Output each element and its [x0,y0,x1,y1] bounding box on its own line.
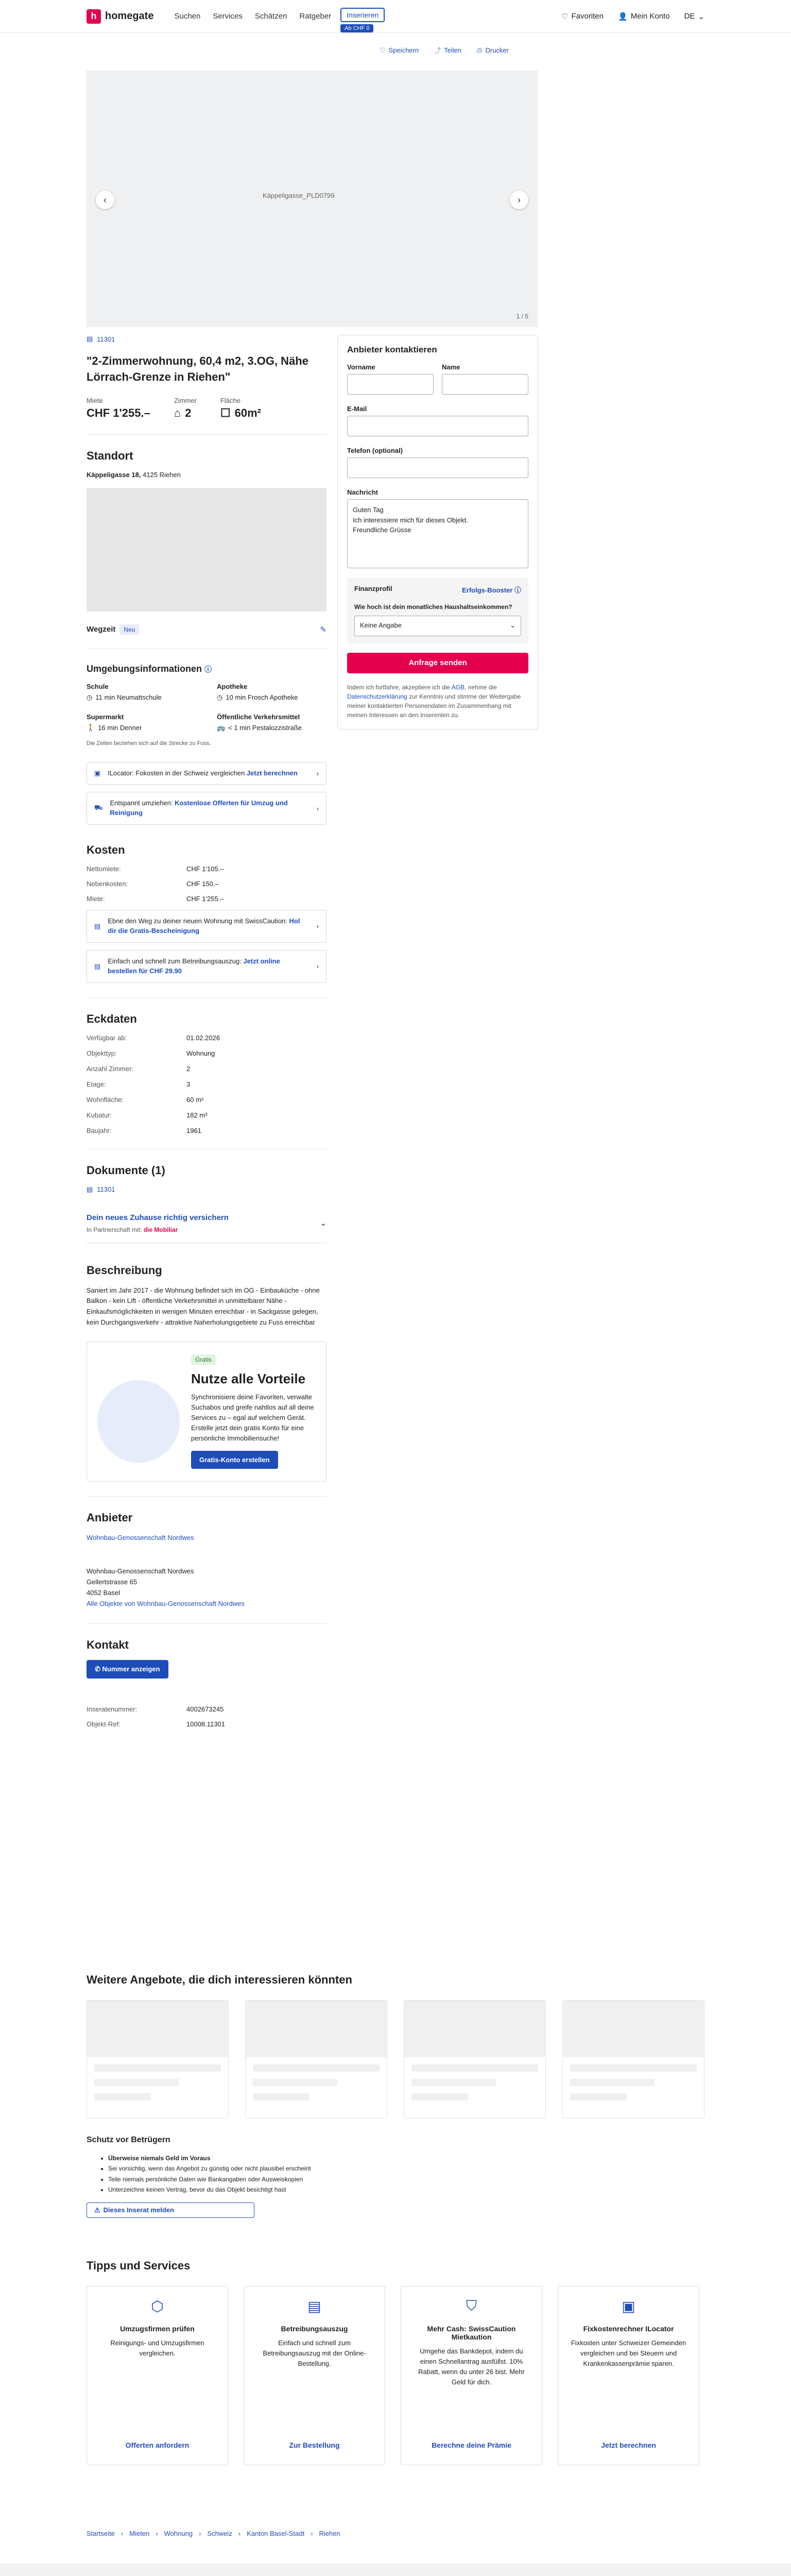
breadcrumb-item[interactable]: Kanton Basel-Stadt [247,2530,305,2537]
chevron-right-icon: › [238,2530,241,2537]
chevron-right-icon: › [156,2530,158,2537]
chevron-down-icon: ⌄ [320,1219,326,1228]
account-link[interactable]: 👤 Mein Konto [618,12,670,21]
booster-link[interactable]: Erfolgs-Booster ⓘ [462,586,521,594]
heart-icon: ♡ [379,46,386,54]
chevron-left-icon: ‹ [104,194,107,205]
box-icon: ⬡ [151,2298,164,2314]
listing-actions [380,45,509,55]
cost-row: Nettomiete: CHF 1'105.– [87,865,224,873]
new-badge: Neu [119,624,139,635]
heart-icon: ♡ [561,12,569,21]
kosten-heading: Kosten [87,843,125,857]
info-icon[interactable]: ⓘ [204,665,212,673]
weitere-heading: Weitere Angebote, die dich interessieren könnten [87,1973,352,1986]
map-icon: ▣ [94,769,101,777]
homegate-logo[interactable]: h homegate [87,9,153,24]
language-select[interactable]: DE ⌄ [684,12,704,21]
table-row: Wohnfläche: 60 m² [87,1095,204,1104]
form-title: Anbieter kontaktieren [347,345,437,354]
nav-services[interactable]: Services [213,12,243,21]
listing-title: "2-Zimmerwohnung, 60,4 m2, 3.OG, Nähe Lörrach-Grenze in Riehen" [87,354,308,383]
chevron-down-icon: ⌄ [698,12,704,21]
tip-card: ⬡ Umzugsfirmen prüfen Reinigungs- und Umzugsfirmen vergleichen. Offerten anfordern [87,2286,228,2465]
firstname-input[interactable] [347,374,434,395]
document-icon: ▤ [307,2298,321,2314]
divider [87,1496,326,1497]
table-row: Inseratenummer: 4002673245 [87,1705,224,1714]
table-row: Objekttyp: Wohnung [87,1049,215,1057]
account-promo [87,1342,326,1482]
map-icon: ▣ [622,2298,635,2314]
location-map[interactable] [87,488,326,612]
message-label: Nachricht [347,488,378,496]
lastname-label: Name [442,363,460,371]
poi-pharmacy: Apotheke ◷ 10 min Frosch Apotheke [217,682,298,702]
edit-icon[interactable]: ✎ [320,625,326,634]
phone-label: Telefon (optional) [347,447,403,454]
betreibung-promo[interactable]: ▤ Einfach und schnell zum Betreibungsauszug: Jetzt online bestellen für CHF 29.90 › [87,950,326,983]
list-item: • Unterzeichne keinen Vertrag, bevor du das Objekt besichtigt hast [108,2184,704,2195]
message-textarea[interactable]: Guten Tag Ich interessiere mich für dieses Objekt. Freundliche Grüsse [347,499,528,568]
contact-form [337,335,538,730]
walk-icon: 🚶 [87,723,95,732]
fraud-protection [87,2136,704,2218]
document-icon: ▤ [87,335,93,343]
gallery-counter: 1 / 5 [516,313,528,320]
nav-suchen[interactable]: Suchen [174,12,201,21]
insurance-accordion[interactable]: Dein neues Zuhause richtig versichern In Partnerschaft mit: die Mobiliar ⌄ [87,1213,326,1243]
user-icon: 👤 [618,12,628,21]
all-objects-link[interactable]: Alle Objekte von Wohnbau-Genossenschaft Nordwes [87,1599,245,1607]
disclaimer: Indem ich fortfahre, akzeptiere ich die AGB, nehme die Datenschutzerklärung zur Kenntnis und stimme der Weitergabe meiner kontaktierten Personendaten im Zusammenhang mit meinen Interessen an den Inserenten zu. [347,683,521,719]
address: Käppeligasse 18, 4125 Riehen [87,470,181,479]
poi-transport: Öffentliche Verkehrsmittel 🚌 < 1 min Pestalozzistraße [217,713,302,732]
description-text: Saniert im Jahr 2017 - die Wohnung befindet sich im OG - Einbauküche - ohne Balkon - kein Lift - öffentliche Verkehrsmittel in unmittelbarer Nähe - Einkaufsmöglichkeiten in wenigen Minuten erreichbar - in Sackgasse gelegen, kein Durchgangsverkehr - attraktive Naherholungsgebiete zu Fuss erreichbar [87,1286,320,1326]
breadcrumb-item[interactable]: Schweiz [207,2530,232,2537]
tip-link[interactable]: Berechne deine Prämie [432,2441,511,2449]
chevron-right-icon: › [199,2530,201,2537]
income-select[interactable]: Keine Angabe ⌄ [354,616,521,636]
main-nav [174,12,331,21]
gallery-image: Käppeligasse_PLD0799 [263,192,335,199]
walking-note: Die Zeiten beziehen sich auf die Strecke zu Fuss. [87,740,211,747]
wegzeit-row[interactable] [87,625,326,634]
privacy-link[interactable]: Datenschutzerklärung [347,692,407,700]
document-icon: ▤ [94,922,101,930]
key-facts [87,397,326,420]
image-gallery[interactable] [87,71,538,327]
area-value: 60m² [234,406,261,419]
tip-card: ⛉ Mehr Cash: SwissCaution Mietkaution Umgehe das Bankdepot, indem du einen Schnellantrag ausfüllst. 10% Rabatt, wenn du unter 26 bist. Mehr Geld für dich. Berechne deine Prämie [401,2286,542,2465]
breadcrumb-item[interactable]: Mieten [129,2530,150,2537]
show-number-button[interactable]: ✆ Nummer anzeigen [87,1660,168,1679]
tip-link[interactable]: Zur Bestellung [289,2441,340,2449]
submit-button[interactable]: Anfrage senden [347,653,528,673]
tip-card: ▣ Fixkostenrechner ILocator Fixkosten unter Schweizer Gemeinden vergleichen und bei Steuern und Krankenkassenprämie sparen. Jetzt berechnen [558,2286,699,2465]
header-right [561,12,704,21]
document-icon: ▤ [87,1185,93,1193]
nav-schaetzen[interactable]: Schätzen [254,12,287,21]
phone-input[interactable] [347,457,528,478]
agb-link[interactable]: AGB [451,683,465,691]
ilocator-promo[interactable]: ▣ ILocator: Fokosten in der Schweiz vergleichen Jetzt berechnen › [87,762,326,785]
contact-table [87,1705,326,1728]
umgebung-heading: Umgebungsinformationen ⓘ [87,663,212,674]
promo-title: Nutze alle Vorteile [191,1370,306,1386]
table-row: Baujahr: 1961 [87,1126,201,1134]
breadcrumb-item[interactable]: Riehen [319,2530,340,2537]
header [0,0,791,33]
table-row: Verfügbar ab: 01.02.2026 [87,1033,220,1042]
eckdaten-heading: Eckdaten [87,1012,137,1025]
list-item: • Teile niemals persönliche Daten wie Bankangaben oder Ausweiskopien [108,2174,704,2184]
chevron-right-icon: › [121,2530,124,2537]
poi-supermarket: Supermarkt 🚶 16 min Denner [87,713,142,732]
logo-icon: h [87,9,101,24]
mobiliar-logo: die Mobiliar [143,1226,178,1233]
rooms-value: 2 [185,406,192,419]
create-account-button[interactable]: Gratis-Konto erstellen [191,1451,278,1469]
bus-icon: 🚌 [217,723,226,732]
table-row: Objekt-Ref: 10008.11301 [87,1720,225,1728]
cost-table [87,865,326,903]
finance-profile: Finanzprofil Erfolgs-Booster ⓘ Wie hoch ist dein monatliches Haushaltseinkommen? Keine Angabe ⌄ [347,578,528,643]
chevron-right-icon: › [518,194,521,205]
listing-id-link[interactable]: ▤ 11301 [87,335,115,343]
clock-icon: ◷ [217,693,223,701]
similar-listings [87,1973,704,2119]
favorites-link[interactable]: ♡ Favoriten [561,12,604,21]
standort-heading: Standort [87,449,133,462]
main-content [87,335,326,1735]
kontakt-heading: Kontakt [87,1638,129,1652]
list-item: • Überweise niemals Geld im Voraus [108,2153,704,2163]
provider-info: Wohnbau-Genossenschaft Nordwes Wohnbau-Genossenschaft Nordwes Gellertstrasse 65 4052 Basel Alle Objekte von Wohnbau-Genossenschaft Nordwes [87,1533,326,1609]
email-label: E-Mail [347,405,367,413]
gallery-prev-button[interactable] [96,191,114,209]
nav-ratgeber[interactable]: Ratgeber [299,12,332,21]
chevron-right-icon: › [316,769,319,777]
breadcrumb-item[interactable]: Startseite [87,2530,115,2537]
footer [0,2563,791,2576]
chevron-down-icon: ⌄ [510,621,515,629]
provider-logo[interactable]: Wohnbau-Genossenschaft Nordwes [87,1534,194,1542]
firstname-label: Vorname [347,363,375,371]
table-row: Kubatur: 182 m³ [87,1111,208,1119]
report-button[interactable]: ⚠ Dieses Inserat melden [87,2202,254,2218]
gallery-next-button[interactable] [510,191,528,209]
listing-card-placeholder[interactable] [404,2000,546,2119]
divider [87,434,326,435]
schutz-heading: Schutz vor Betrügern [87,2136,170,2144]
insert-badge: Ab CHF 0 [340,24,373,32]
table-row: Anzahl Zimmer: 2 [87,1064,191,1073]
email-input[interactable] [347,416,528,436]
table-row: Etage: 3 [87,1080,191,1088]
beschreibung-heading: Beschreibung [87,1263,162,1277]
chevron-right-icon: › [316,804,319,812]
divider [87,997,326,998]
warning-icon: ⚠ [94,2206,100,2214]
cost-row: Miete: CHF 1'255.– [87,895,224,903]
breadcrumb [87,2530,704,2537]
dokumente-heading: Dokumente (1) [87,1163,165,1177]
chevron-right-icon: › [316,922,319,930]
shield-icon: ⛉ [466,2298,477,2314]
clock-icon: ◷ [87,693,93,701]
house-icon: ⌂ [174,406,181,419]
document-icon: ▤ [94,962,101,970]
breadcrumb-item[interactable]: Wohnung [164,2530,193,2537]
wegzeit-label: Wegzeit [87,625,116,634]
truck-icon: ⛟ [94,804,103,812]
insert-button[interactable]: Inserieren Ab CHF 0 [340,8,385,22]
illustration [97,1380,180,1463]
surroundings-grid [87,683,326,732]
eckdaten-table [87,1034,326,1134]
area-label: Fläche [220,396,240,404]
poi-school: Schule ◷ 11 min Neumattschule [87,682,162,702]
listing-card-placeholder[interactable] [562,2000,704,2119]
income-question: Wie hoch ist dein monatliches Haushaltseinkommen? [354,603,512,611]
anbieter-heading: Anbieter [87,1511,133,1524]
share-button[interactable]: ⤴ Teilen [434,46,462,55]
tip-link[interactable]: Jetzt berechnen [601,2441,656,2449]
cost-row: Nebenkosten: CHF 150.– [87,880,219,888]
chevron-right-icon: › [316,962,319,971]
moving-promo[interactable]: ⛟ Entspannt umziehen: Kostenlose Offerten für Umzug und Reinigung › [87,792,326,825]
listing-card-placeholder[interactable] [87,2000,229,2119]
info-icon: ⓘ [514,586,521,594]
phone-icon: ✆ [95,1665,100,1673]
free-badge: Gratis [191,1354,216,1365]
rent-label: Miete [87,396,103,404]
swisscaution-promo[interactable]: ▤ Ebne den Weg zu deiner neuen Wohnung mit SwissCaution: Hol dir die Gratis-Bescheinigung › [87,910,326,943]
tipps-heading: Tipps und Services [87,2259,191,2272]
lastname-input[interactable] [442,374,528,395]
listing-card-placeholder[interactable] [245,2000,387,2119]
tip-card: ▤ Betreibungsauszug Einfach und schnell zum Betreibungsauszug mit der Online-Bestellung. Zur Bestellung [244,2286,385,2465]
save-button[interactable]: ♡ Speichern [379,46,419,54]
area-icon: ☐ [220,406,231,419]
promo-text: Synchronisiere deine Favoriten, verwalte Suchabos und greife nahtlos auf all deine Services zu – egal auf welchem Gerät. Erstelle jetzt dein gratis Konto für eine persönliche Immobiliensuche! [191,1393,314,1443]
rent-value: CHF 1'255.– [87,406,150,419]
list-item: • Sei vorsichtig, wenn das Angebot zu günstig oder nicht plausibel erscheint [108,2163,704,2174]
printer-icon: ⎙ [477,46,483,54]
rooms-label: Zimmer [174,396,197,404]
document-link[interactable]: ▤ 11301 [87,1185,115,1193]
chevron-right-icon: › [311,2530,313,2537]
tips-services [87,2259,704,2465]
tip-link[interactable]: Offerten anfordern [125,2441,190,2449]
print-button[interactable]: ⎙ Drucker [477,46,509,54]
divider [87,1623,326,1624]
share-icon: ⤴ [434,47,441,55]
